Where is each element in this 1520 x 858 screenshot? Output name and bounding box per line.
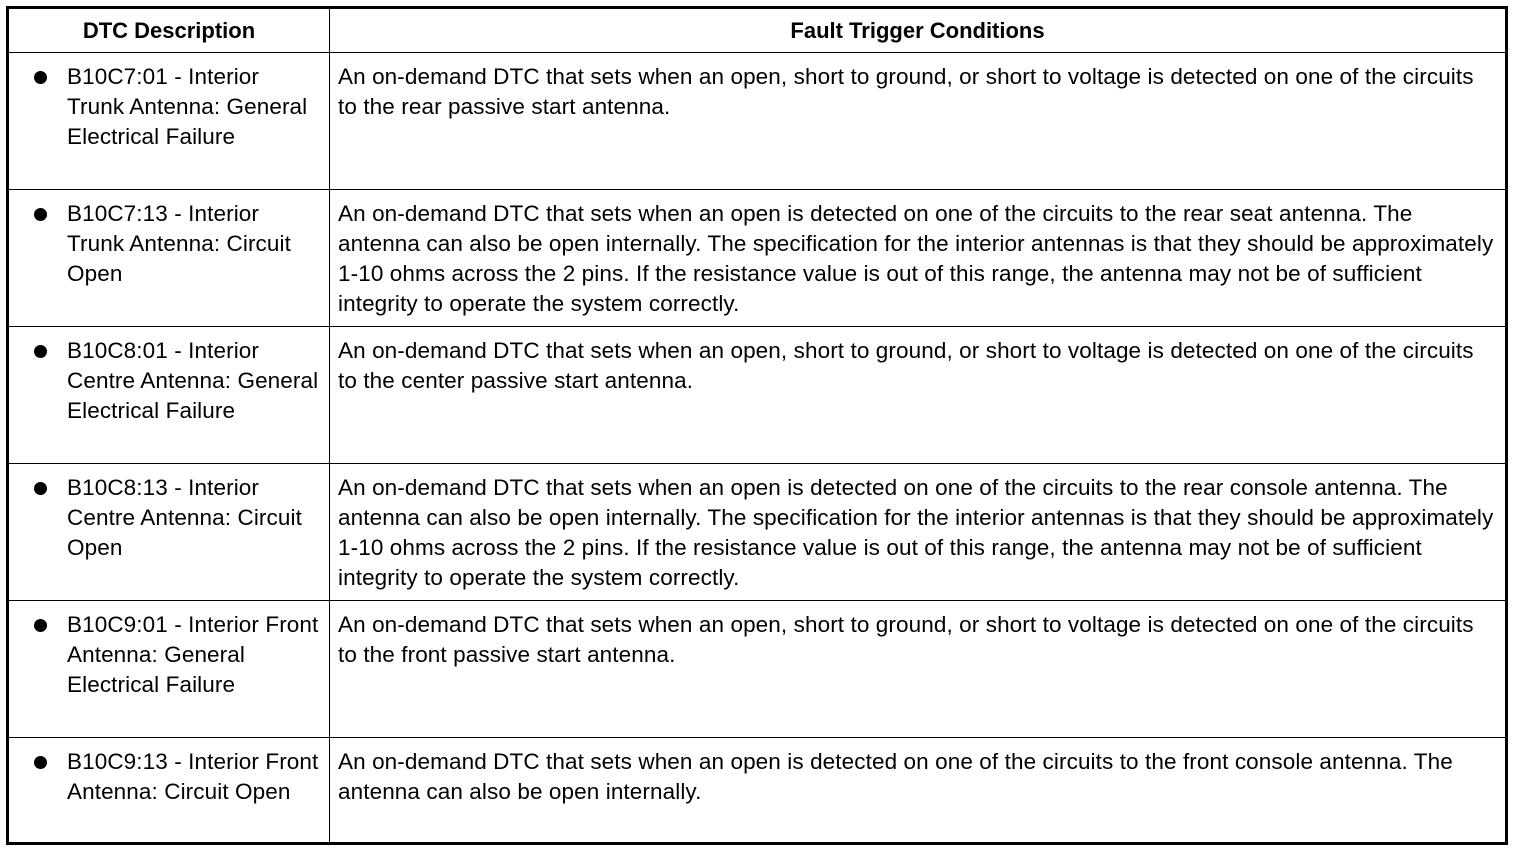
dtc-description-text: B10C9:01 - Interior Front Antenna: General Electrical Failure — [67, 612, 319, 697]
header-fault-trigger-conditions: Fault Trigger Conditions — [330, 8, 1507, 53]
table-row — [8, 738, 1507, 844]
fault-conditions-cell: An on-demand DTC that sets when an open, short to ground, or short to voltage is detected on one of the circuits to the front passive start antenna. — [330, 601, 1507, 738]
dtc-description-text: B10C7:01 - Interior Trunk Antenna: General Electrical Failure — [67, 64, 308, 149]
fault-conditions-cell: An on-demand DTC that sets when an open, short to ground, or short to voltage is detected on one of the circuits to the rear passive start antenna. — [330, 53, 1507, 190]
dtc-description-text: B10C7:13 - Interior Trunk Antenna: Circuit Open — [67, 201, 291, 286]
dtc-description-text: B10C9:13 - Interior Front Antenna: Circuit Open — [67, 749, 319, 804]
bullet-icon — [34, 208, 47, 221]
table-row — [8, 327, 1507, 464]
table-row — [8, 190, 1507, 327]
bullet-icon — [34, 756, 47, 769]
bullet-icon — [34, 71, 47, 84]
header-dtc-description: DTC Description — [8, 8, 330, 53]
fault-conditions-cell: An on-demand DTC that sets when an open is detected on one of the circuits to the front console antenna. The antenna can also be open internally. — [330, 738, 1507, 844]
table-header-row — [8, 8, 1507, 53]
dtc-description-cell — [8, 738, 330, 844]
dtc-description-cell — [8, 464, 330, 601]
bullet-icon — [34, 345, 47, 358]
dtc-description-cell — [8, 53, 330, 190]
bullet-icon — [34, 619, 47, 632]
dtc-description-text: B10C8:13 - Interior Centre Antenna: Circuit Open — [67, 475, 302, 560]
fault-conditions-cell: An on-demand DTC that sets when an open is detected on one of the circuits to the rear console antenna. The antenna can also be open internally. The specification for the interior antennas is that they should be approximately 1-10 ohms across the 2 pins. If the resistance value is out of this range, the antenna may not be of sufficient integrity to operate the system correctly. — [330, 464, 1507, 601]
dtc-description-cell — [8, 601, 330, 738]
table-row — [8, 464, 1507, 601]
dtc-table — [6, 6, 1508, 845]
bullet-icon — [34, 482, 47, 495]
fault-conditions-cell: An on-demand DTC that sets when an open, short to ground, or short to voltage is detected on one of the circuits to the center passive start antenna. — [330, 327, 1507, 464]
table-row — [8, 601, 1507, 738]
fault-conditions-cell: An on-demand DTC that sets when an open is detected on one of the circuits to the rear seat antenna. The antenna can also be open internally. The specification for the interior antennas is that they should be approximately 1-10 ohms across the 2 pins. If the resistance value is out of this range, the antenna may not be of sufficient integrity to operate the system correctly. — [330, 190, 1507, 327]
table-row — [8, 53, 1507, 190]
dtc-description-cell — [8, 190, 330, 327]
dtc-description-cell — [8, 327, 330, 464]
dtc-description-text: B10C8:01 - Interior Centre Antenna: General Electrical Failure — [67, 338, 319, 423]
